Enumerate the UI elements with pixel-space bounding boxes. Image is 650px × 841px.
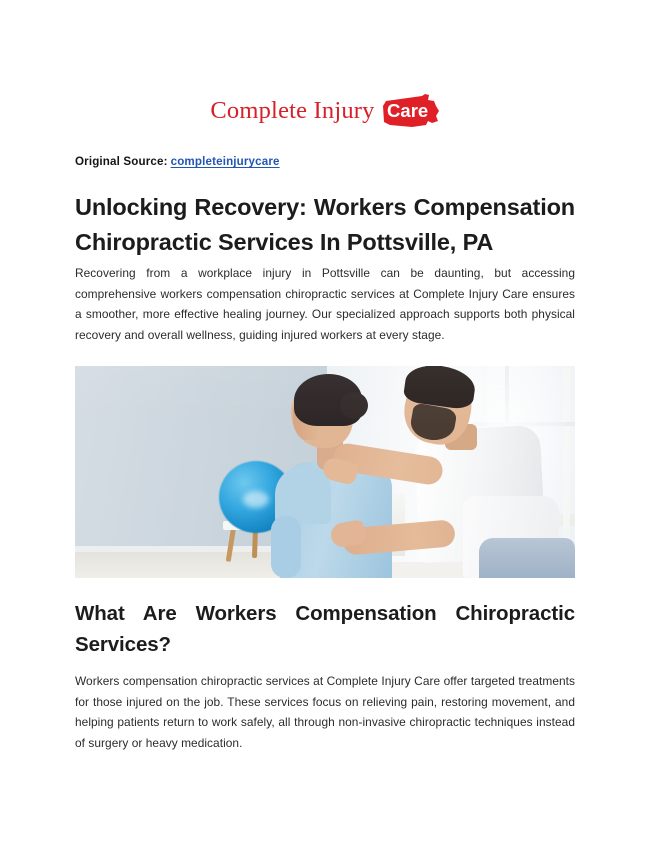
- site-logo: [0, 93, 650, 133]
- intro-paragraph: Recovering from a workplace injury in Pottsville can be daunting, but accessing comprehensive workers compensation chiropractic services at Complete Injury Care ensures a smoother, more effective healing journey. Our specialized approach supports both physical recovery and overall wellness, guiding injured workers at every stage.: [75, 266, 575, 342]
- article-photo: [75, 366, 575, 578]
- section-paragraph: Workers compensation chiropractic services at Complete Injury Care offer targeted treatments for those injured on the job. These services focus on relieving pain, restoring movement, and helping patients return to work safely, all through non-invasive chiropractic techniques instead of surgery or heavy medication.: [75, 674, 575, 750]
- logo-wordmark: Complete Injury: [210, 96, 375, 124]
- original-source-label: Original Source:: [75, 155, 168, 168]
- logo-inner: [210, 93, 439, 129]
- original-source-line: [75, 155, 280, 168]
- original-source-link[interactable]: completeinjurycare: [170, 155, 280, 168]
- article-title: Unlocking Recovery: Workers Compensation Chiropractic Services In Pottsville, PA: [75, 194, 575, 255]
- section-heading: What Are Workers Compensation Chiropractic Services?: [75, 602, 575, 656]
- photo-overlay: [75, 366, 575, 578]
- pennsylvania-state-icon: [382, 94, 440, 128]
- logo-badge-text: Care: [387, 99, 429, 121]
